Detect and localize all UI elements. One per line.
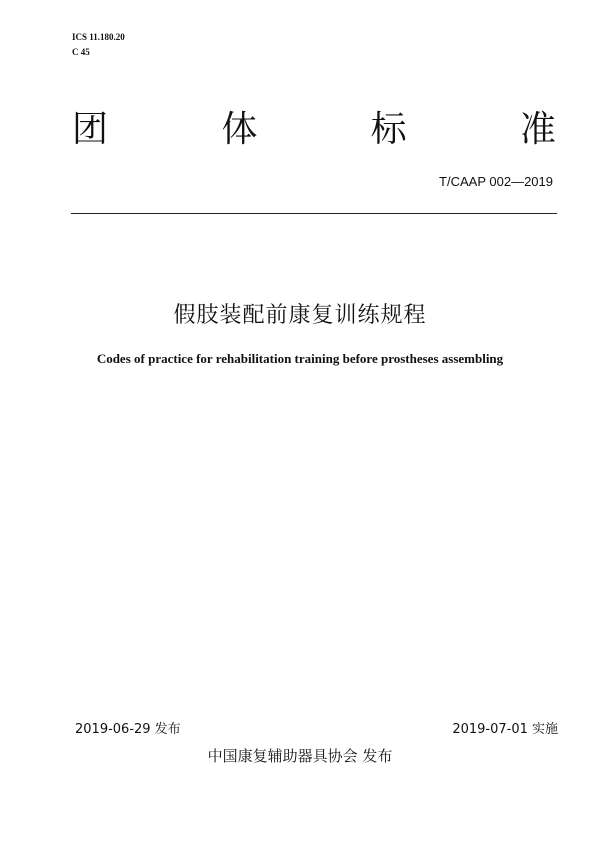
standard-type-heading: [72, 104, 556, 156]
document-title-chinese: 假肢装配前康复训练规程: [173, 303, 427, 328]
standard-number: T/CAAP 002—2019: [439, 174, 553, 189]
issue-date: 2019-06-29 发布: [75, 722, 181, 737]
ccs-code: C 45: [72, 47, 90, 57]
classification-codes: [72, 30, 125, 60]
implementation-date: 2019-07-01 实施: [452, 722, 558, 737]
ics-code: ICS 11.180.20: [72, 32, 125, 42]
standard-type-char: 体: [221, 109, 258, 150]
standard-type-char: 准: [519, 109, 556, 150]
publisher: 中国康复辅助器具协会 发布: [207, 747, 393, 765]
standard-type-char: 团: [72, 109, 109, 150]
header-divider: [71, 213, 557, 214]
standard-type-char: 标: [370, 109, 407, 150]
document-title-english: Codes of practice for rehabilitation training before prostheses assembling: [96, 351, 504, 366]
